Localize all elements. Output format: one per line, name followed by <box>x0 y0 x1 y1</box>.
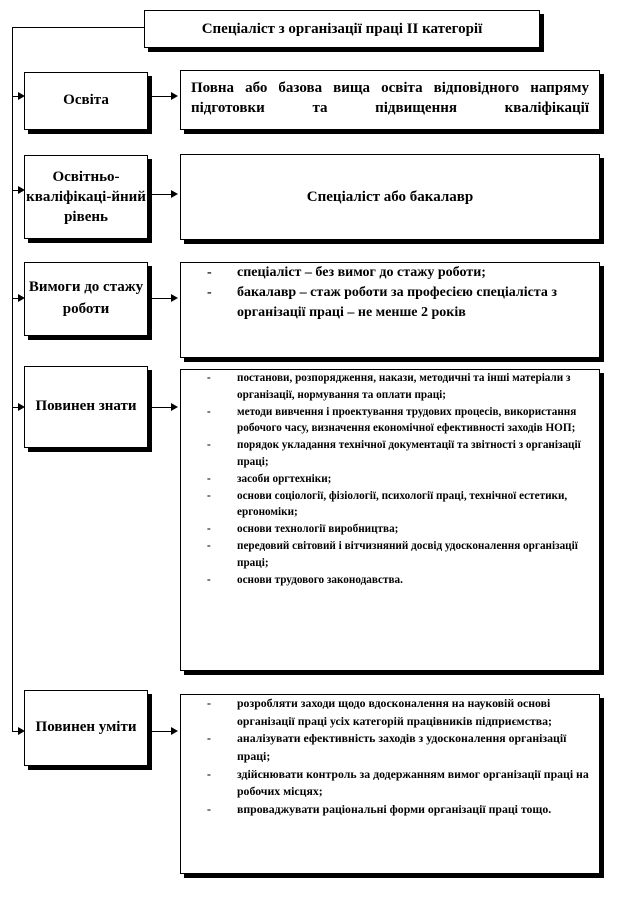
experience-label: Вимоги до стажу роботи <box>28 279 144 317</box>
qualification-label: Освітньо-кваліфікаці-йний рівень <box>26 168 146 226</box>
list-item: - засоби оргтехніки; <box>181 471 599 488</box>
list-item: - впроваджувати раціональні форми організації праці тощо. <box>181 801 599 819</box>
list-item: - основи соціології, фізіології, психології праці, технічної естетики, ергономіки; <box>181 488 599 522</box>
connector-spine <box>12 27 13 731</box>
link-experience <box>150 298 172 299</box>
list-item: - основи трудового законодавства. <box>181 572 599 589</box>
connector-top <box>12 27 144 28</box>
list-item: - спеціаліст – без вимог до стажу роботи; <box>181 263 599 283</box>
education-text: Повна або базова вища освіта відповідного напряму підготовки та підвищення кваліфікації <box>191 80 589 116</box>
skills-list <box>181 695 599 819</box>
list-item: - здійснювати контроль за додержанням вимог організації праці на робочих місцях; <box>181 766 599 801</box>
position-title-text: Спеціаліст з організації праці ІІ категорії <box>201 20 483 37</box>
link-qualification <box>150 194 172 195</box>
list-item: - порядок укладання технічної документації та звітності з організації праці; <box>181 437 599 471</box>
link-education-arrow <box>171 92 178 100</box>
education-text-box <box>180 70 600 130</box>
list-item: - методи вивчення і проектування трудових процесів, використання робочого часу, визначення економічної ефективності заходів НОП; <box>181 404 599 438</box>
education-label-box <box>24 72 148 130</box>
link-education <box>150 96 172 97</box>
qualification-text-box <box>180 154 600 240</box>
position-title <box>144 10 540 48</box>
skills-label-box <box>24 690 148 766</box>
experience-label-box <box>24 262 148 336</box>
link-skills-arrow <box>171 727 178 735</box>
link-qualification-arrow <box>171 190 178 198</box>
qualification-text: Спеціаліст або бакалавр <box>306 188 474 205</box>
experience-list <box>181 263 599 323</box>
link-knowledge <box>150 407 172 408</box>
education-label: Освіта <box>63 92 109 109</box>
experience-text-box <box>180 262 600 358</box>
knowledge-list <box>181 370 599 588</box>
link-knowledge-arrow <box>171 403 178 411</box>
list-item: - основи технології виробництва; <box>181 521 599 538</box>
link-skills <box>150 731 172 732</box>
knowledge-label: Повинен знати <box>35 398 137 415</box>
qualification-label-box <box>24 155 148 239</box>
list-item: - розробляти заходи щодо вдосконалення на науковій основі організації праці усіх категорій працівників підприємства; <box>181 695 599 730</box>
list-item: - бакалавр – стаж роботи за професією спеціаліста з організації праці – не менше 2 років <box>181 283 599 323</box>
list-item: - аналізувати ефективність заходів з удосконалення організації праці; <box>181 730 599 765</box>
list-item: - постанови, розпорядження, накази, методичні та інші матеріали з організації, нормування та оплати праці; <box>181 370 599 404</box>
skills-text-box <box>180 694 600 874</box>
skills-label: Повинен уміти <box>35 719 137 736</box>
knowledge-text-box <box>180 369 600 671</box>
link-experience-arrow <box>171 294 178 302</box>
knowledge-label-box <box>24 366 148 448</box>
list-item: - передовий світовий і вітчизняний досвід удосконалення організації праці; <box>181 538 599 572</box>
